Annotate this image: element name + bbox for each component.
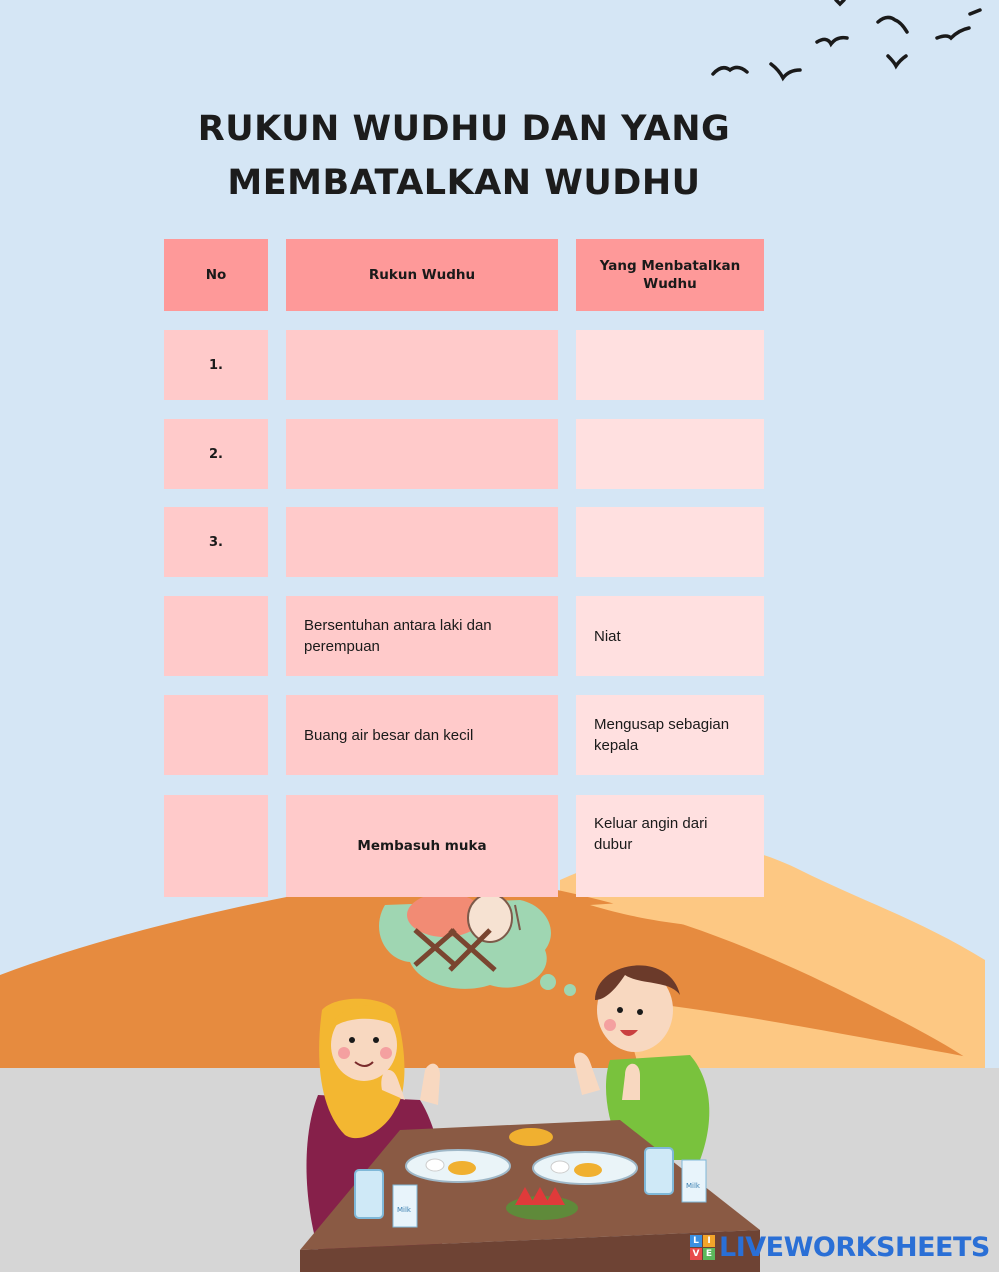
- header-rukun-wudhu: Rukun Wudhu: [286, 239, 558, 311]
- card-row-3-no-cell: [164, 795, 268, 897]
- logo-letter-l: L: [690, 1235, 702, 1247]
- header-yang-membatalkan: Yang Menbatalkan Wudhu: [576, 239, 764, 311]
- row-2-rukun-drop-zone[interactable]: [286, 419, 558, 489]
- row-2-batal-drop-zone[interactable]: [576, 419, 764, 489]
- birds-icon: [713, 0, 980, 78]
- brand-name: LIVEWORKSHEETS: [719, 1231, 990, 1263]
- liveworksheets-logo-icon: [690, 1235, 715, 1260]
- logo-letter-v: V: [690, 1248, 702, 1260]
- logo-letter-i: I: [703, 1235, 715, 1247]
- draggable-card-bersentuhan[interactable]: Bersentuhan antara laki dan perempuan: [286, 596, 558, 676]
- card-row-2-no-cell: [164, 695, 268, 775]
- draggable-card-mengusap-kepala[interactable]: Mengusap sebagian kepala: [576, 695, 764, 775]
- row-1-number: 1.: [164, 330, 268, 400]
- row-3-batal-drop-zone[interactable]: [576, 507, 764, 577]
- row-1-batal-drop-zone[interactable]: [576, 330, 764, 400]
- draggable-card-membasuh-muka[interactable]: Membasuh muka: [286, 795, 558, 897]
- row-1-rukun-drop-zone[interactable]: [286, 330, 558, 400]
- card-row-1-no-cell: [164, 596, 268, 676]
- page-title: [130, 102, 798, 210]
- row-3-rukun-drop-zone[interactable]: [286, 507, 558, 577]
- draggable-card-buang-air[interactable]: Buang air besar dan kecil: [286, 695, 558, 775]
- row-3-number: 3.: [164, 507, 268, 577]
- draggable-card-keluar-angin[interactable]: Keluar angin dari dubur: [576, 795, 764, 897]
- title-line-2: MEMBATALKAN WUDHU: [227, 163, 701, 203]
- milk-label-right: Milk: [686, 1182, 700, 1190]
- row-2-number: 2.: [164, 419, 268, 489]
- milk-label-left: Milk: [397, 1206, 411, 1214]
- header-no: No: [164, 239, 268, 311]
- logo-letter-e: E: [703, 1248, 715, 1260]
- draggable-card-niat[interactable]: Niat: [576, 596, 764, 676]
- liveworksheets-brand: [690, 1230, 990, 1264]
- title-line-1: RUKUN WUDHU DAN YANG: [197, 109, 731, 149]
